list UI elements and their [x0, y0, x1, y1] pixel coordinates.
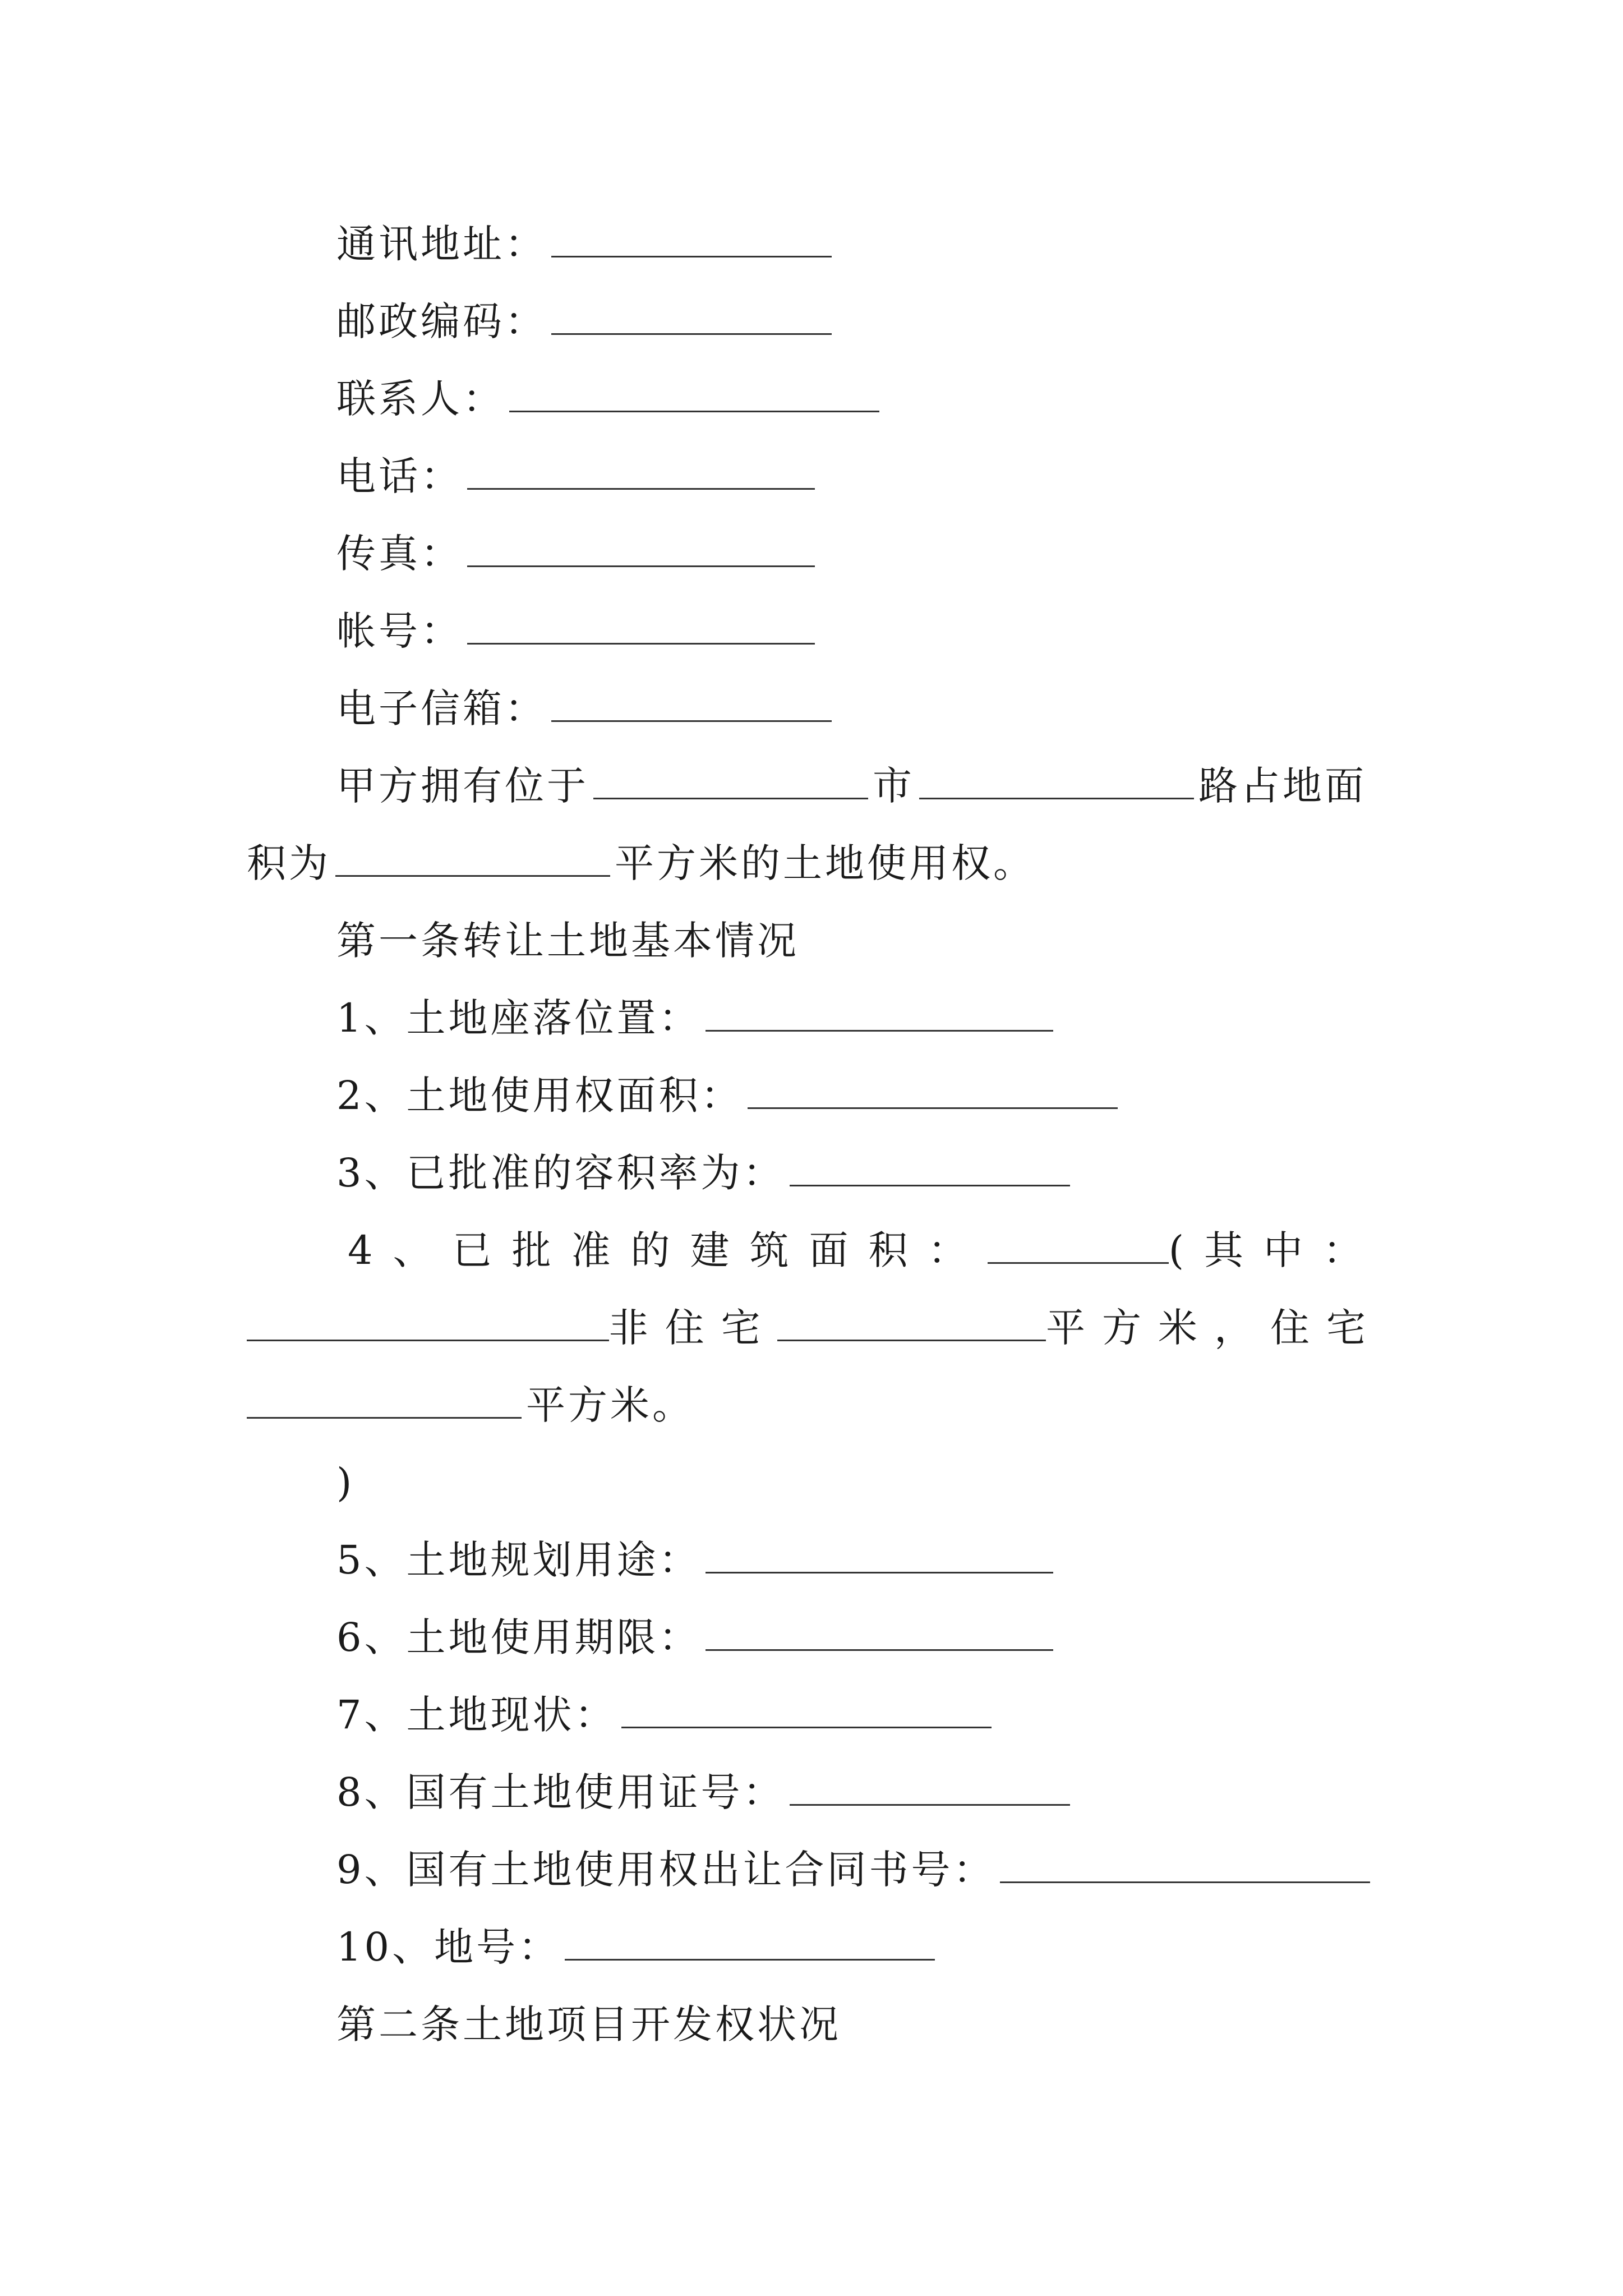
intro-text: 市 — [873, 763, 915, 809]
item-text: 非住宅 — [608, 1305, 777, 1351]
field-account — [336, 600, 819, 662]
blank-line — [919, 758, 1194, 799]
blank-line — [565, 1920, 935, 1961]
blank-line — [790, 1145, 1070, 1186]
article1-item-1 — [336, 987, 1058, 1049]
article1-title: 第一条转让土地基本情况 — [336, 918, 799, 964]
blank-line — [748, 1068, 1118, 1109]
field-label: 传真： — [336, 531, 463, 577]
article1-item-4-line-1 — [348, 1220, 1382, 1281]
blank-line — [467, 526, 815, 567]
intro-line-2 — [247, 832, 1035, 894]
field-label: 通讯地址： — [336, 221, 547, 267]
field-label: 邮政编码： — [336, 298, 547, 344]
field-label: 电话： — [336, 453, 463, 499]
blank-line — [593, 758, 868, 799]
item-label: 3、已批准的容积率为： — [336, 1150, 785, 1196]
item-label: 10、地号： — [336, 1924, 561, 1970]
article1-item-5 — [336, 1529, 1058, 1591]
blank-line — [467, 449, 815, 490]
article1-item-10 — [336, 1916, 939, 1978]
article1-item-6 — [336, 1607, 1058, 1668]
item-label: 4、已批准的建筑面积： — [348, 1227, 988, 1273]
blank-line — [706, 1610, 1053, 1651]
blank-line — [988, 1223, 1169, 1264]
blank-line — [790, 1765, 1070, 1806]
field-label: 电子信箱： — [336, 685, 547, 731]
blank-line — [551, 294, 832, 335]
article1-item-7 — [336, 1684, 996, 1746]
item-label: 6、土地使用期限： — [336, 1614, 701, 1660]
intro-text: 积为 — [247, 840, 331, 886]
field-address — [336, 213, 836, 275]
article1-item-8 — [336, 1761, 1075, 1823]
item-text: (其中： — [1168, 1227, 1382, 1273]
article1-item-2 — [336, 1065, 1122, 1126]
item-label: 7、土地现状： — [336, 1692, 617, 1738]
field-fax — [336, 523, 819, 585]
article1-item-4-line-4: ) — [336, 1460, 355, 1506]
blank-line — [621, 1687, 992, 1728]
blank-line — [247, 1378, 522, 1419]
blank-line — [551, 681, 832, 722]
blank-line — [551, 217, 832, 257]
intro-line-1 — [336, 755, 1367, 817]
item-label: 8、国有土地使用证号： — [336, 1769, 785, 1815]
blank-line — [509, 371, 879, 412]
field-label: 联系人： — [336, 376, 505, 422]
item-label: 5、土地规划用途： — [336, 1537, 701, 1583]
article2-title: 第二条土地项目开发权状况 — [336, 2001, 841, 2047]
blank-line — [777, 1300, 1046, 1341]
blank-line — [1000, 1842, 1370, 1883]
article1-item-3 — [336, 1142, 1075, 1204]
blank-line — [706, 991, 1053, 1032]
field-email — [336, 678, 836, 739]
blank-line — [335, 836, 610, 877]
blank-line — [467, 604, 815, 645]
item-text: 平方米。 — [526, 1382, 694, 1428]
article1-item-4-line-2 — [247, 1297, 1382, 1359]
item-label: 9、国有土地使用权出让合同书号： — [336, 1847, 995, 1893]
field-postcode — [336, 291, 836, 352]
article1-item-4-line-3 — [247, 1374, 694, 1436]
field-contact — [336, 368, 884, 430]
blank-line — [247, 1300, 609, 1341]
intro-text: 平方米的土地使用权。 — [615, 840, 1035, 886]
item-text: 平方米，住宅 — [1046, 1305, 1382, 1351]
intro-text: 甲方拥有位于 — [336, 763, 589, 809]
intro-text: 路占地面 — [1198, 763, 1367, 809]
item-label: 1、土地座落位置： — [336, 995, 701, 1041]
blank-line — [706, 1533, 1053, 1573]
article1-item-9 — [336, 1839, 1375, 1901]
field-label: 帐号： — [336, 608, 463, 654]
field-phone — [336, 445, 819, 507]
item-label: 2、土地使用权面积： — [336, 1073, 743, 1119]
